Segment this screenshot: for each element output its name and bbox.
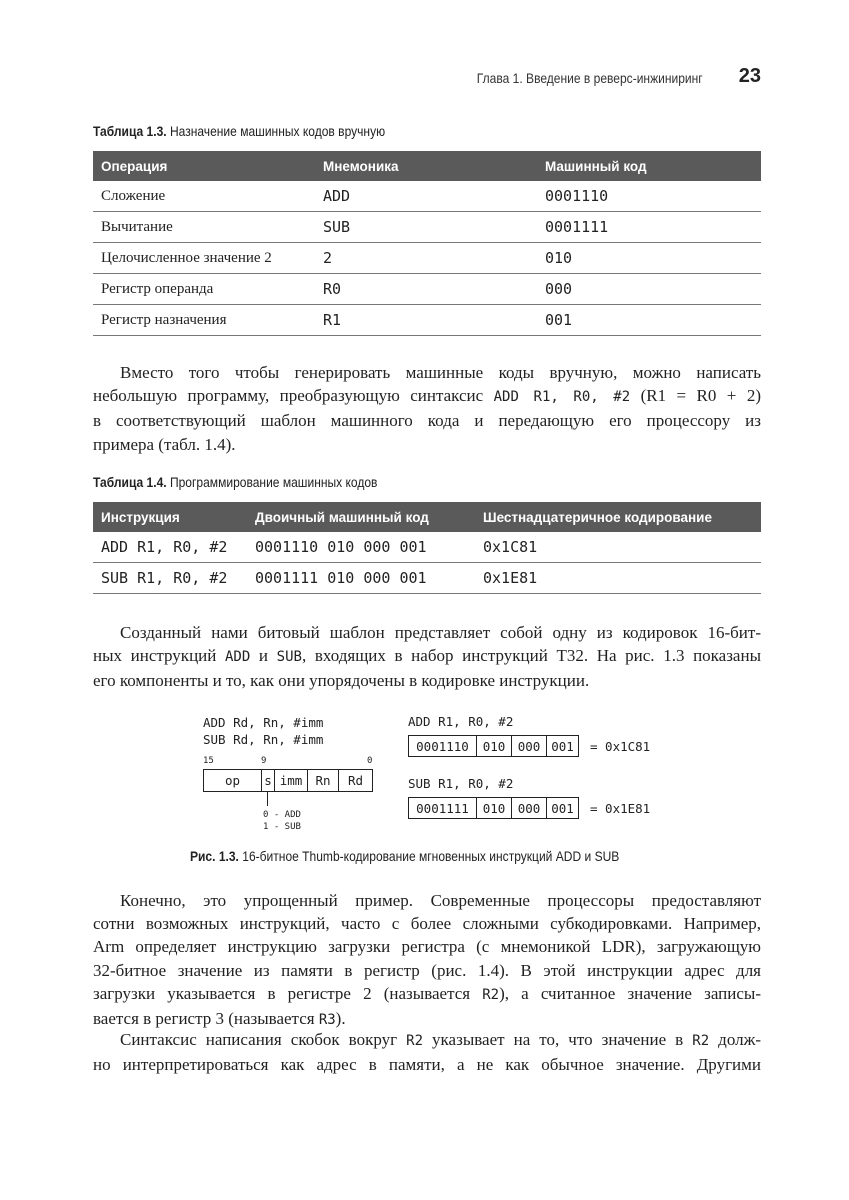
ex-add-rn: 000 [511,735,547,757]
cell-operation: Целочисленное значение 2 [93,243,315,274]
text-line [93,982,761,1007]
ex-sub-op: 0001111 [408,797,477,819]
text-run: Синтаксис написания скобок вокруг [120,1030,407,1049]
column-header: Шестнадцатеричное кодирование [475,502,761,532]
ex-sub-imm: 010 [476,797,512,819]
text-run: небольшую программу, преобразующую синтаксис [93,386,494,406]
text-line: 32-битное значение из памяти в регистр (рис. 1.4). В этой инструкции адрес для [93,960,761,980]
cell-binary: 0001111 010 000 001 [247,563,475,594]
text-run: ). [335,1009,346,1029]
inline-code: R2 [406,1033,423,1049]
text-run: ), а считанное значение записы- [499,983,761,1003]
paragraph [93,889,761,1032]
cell-mnemonic: R0 [315,274,537,305]
table-1-4-caption [93,474,377,490]
column-header: Инструкция [93,502,247,532]
figure-1-3-caption [190,848,619,864]
cell-machine-code: 0001110 [537,181,761,212]
bit-index-0: 0 [367,756,373,766]
table-header-row [93,502,761,532]
legend-add: 0 - ADD [263,810,301,820]
cell-operation: Регистр операнда [93,274,315,305]
inline-code: R2 [482,986,500,1003]
inline-code: R2 [692,1033,710,1049]
cell-binary: 0001110 010 000 001 [247,532,475,563]
legend-sub: 1 - SUB [263,822,301,832]
cell-mnemonic: R1 [315,305,537,336]
table-row [93,532,761,563]
caption-text: Программирование машинных кодов [166,474,378,490]
inline-code: R3 [318,1012,336,1029]
example-add-label: ADD R1, R0, #2 [408,714,514,729]
inline-code: ADD [225,649,251,666]
caption-text: Назначение машинных кодов вручную [166,123,386,139]
inline-code: SUB [276,649,302,666]
chapter-title: Глава 1. Введение в реверс-инжиниринг [477,70,703,86]
cell-instruction: SUB R1, R0, #2 [93,563,247,594]
table-row [93,274,761,305]
syntax-sub: SUB Rd, Rn, #imm [203,732,324,747]
cell-machine-code: 010 [537,243,761,274]
text-line: но интерпретироваться как адрес в памяти, а не как обычное значение. Другими [93,1055,761,1075]
cell-mnemonic: SUB [315,212,537,243]
text-line: Конечно, это упрощенный пример. Современные процессоры предоставляют [120,891,761,910]
text-run: долж- [709,1030,761,1049]
ex-sub-hex: = 0x1E81 [590,801,651,816]
ex-add-rd: 001 [546,735,579,757]
inline-code: ADD R1, R0, #2 [493,389,631,406]
text-run: и [250,646,277,666]
cell-operation: Регистр назначения [93,305,315,336]
caption-label: Таблица 1.4. [93,474,167,490]
caption-label: Таблица 1.3. [93,123,167,139]
column-header: Двоичный машинный код [247,502,475,532]
column-header: Операция [93,151,315,181]
field-op: op [203,769,262,792]
cell-machine-code: 001 [537,305,761,336]
text-run: ных инструкций [93,646,225,666]
paragraph [93,621,761,693]
text-run: загрузки указывается в регистре 2 (называется [93,983,483,1003]
caption-text: 16-битное Thumb-кодирование мгновенных инструкций ADD и SUB [238,848,620,864]
column-header: Мнемоника [315,151,537,181]
text-run: (R1 = R0 + 2) [630,386,761,406]
cell-operation: Сложение [93,181,315,212]
text-run: вается в регистр 3 (называется [93,1009,319,1029]
cell-machine-code: 0001111 [537,212,761,243]
field-s: s [261,769,275,792]
paragraph [93,1028,761,1076]
figure-1-3 [190,710,670,840]
ex-sub-rn: 000 [511,797,547,819]
column-header: Машинный код [537,151,761,181]
field-rd: Rd [338,769,373,792]
paragraph [93,361,761,456]
text-line: примера (табл. 1.4). [93,434,236,454]
cell-instruction: ADD R1, R0, #2 [93,532,247,563]
example-sub-label: SUB R1, R0, #2 [408,776,514,791]
caption-label: Рис. 1.3. [190,848,239,864]
cell-hex: 0x1E81 [475,563,761,594]
syntax-add: ADD Rd, Rn, #imm [203,715,324,730]
text-line [93,644,761,669]
table-1-3-caption [93,123,385,139]
cell-machine-code: 000 [537,274,761,305]
cell-mnemonic: ADD [315,181,537,212]
text-line: в соответствующий шаблон машинного кода и передающую его процессору из [93,411,761,431]
table-1-4 [93,502,761,594]
cell-operation: Вычитание [93,212,315,243]
running-header [93,64,761,92]
text-line: его компоненты и то, как они упорядочены в кодировке инструкции. [93,671,590,691]
cell-hex: 0x1C81 [475,532,761,563]
ex-add-op: 0001110 [408,735,477,757]
page-number: 23 [738,65,761,87]
cell-mnemonic: 2 [315,243,537,274]
text-line: Созданный нами битовый шаблон представляет собой одну из кодировок 16-бит- [120,623,761,642]
text-run: указывает на то, что значение в [423,1030,693,1049]
text-run: , входящих в набор инструкций T32. На рис. 1.3 показаны [301,646,761,666]
table-row [93,563,761,594]
bit-index-15: 15 [203,756,214,766]
table-row [93,181,761,212]
table-row [93,305,761,336]
ex-add-hex: = 0x1C81 [590,739,651,754]
field-imm: imm [274,769,308,792]
table-1-3 [93,151,761,336]
text-line [93,384,761,409]
ex-sub-rd: 001 [546,797,579,819]
table-header-row [93,151,761,181]
text-line [93,1028,761,1053]
text-line: Вместо того чтобы генерировать машинные коды вручную, можно написать [120,363,761,382]
field-rn: Rn [307,769,339,792]
table-row [93,243,761,274]
s-bit-pointer [267,792,268,806]
ex-add-imm: 010 [476,735,512,757]
table-row [93,212,761,243]
text-line: Arm определяет инструкцию загрузки регистра (с мнемоникой LDR), загружающую [93,937,761,957]
text-line: сотни возможных инструкций, часто с более сложными субкодировками. Например, [93,914,761,934]
bit-index-9: 9 [261,756,267,766]
